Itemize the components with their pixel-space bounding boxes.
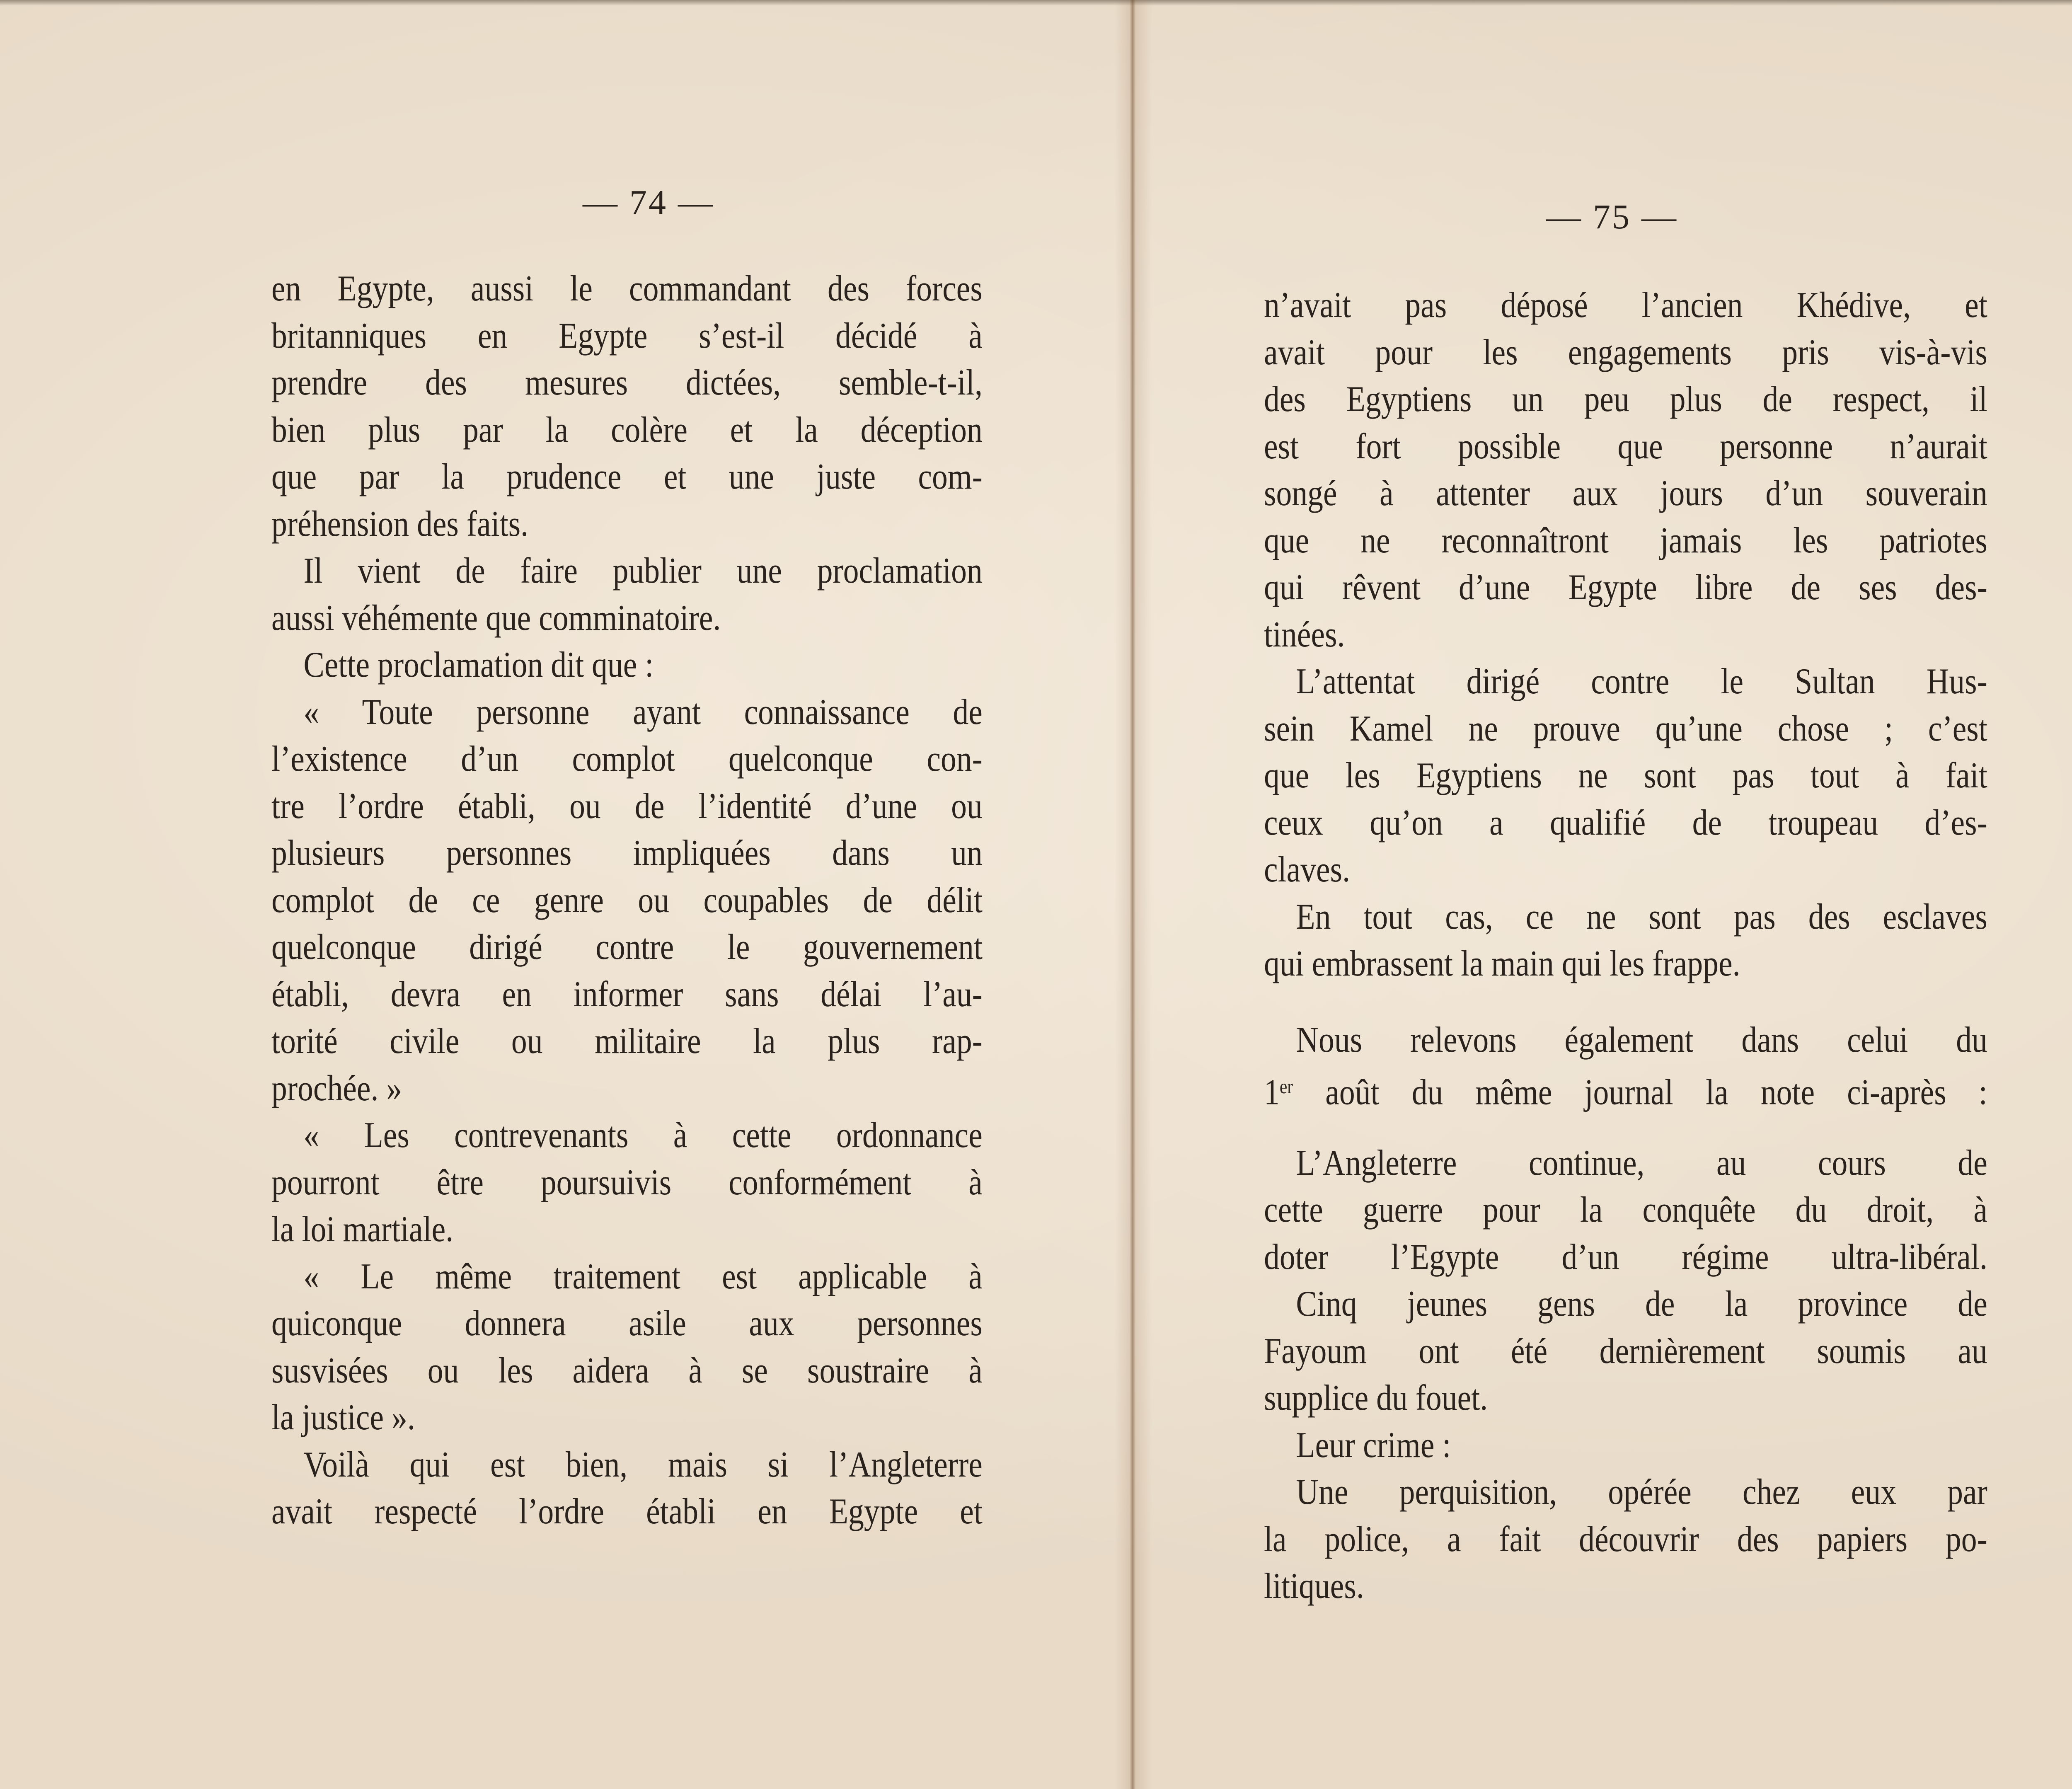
text-line: bien plus par la colère et la déception <box>271 409 983 450</box>
ordinal-suffix: er <box>1279 1076 1293 1098</box>
text-line: L’attentat dirigé contre le Sultan Hus- <box>1296 661 1987 702</box>
text-line: prendre des mesures dictées, semble-t-il, <box>271 363 983 403</box>
text-line: avait pour les engagements pris vis-à-vis <box>1264 332 1987 373</box>
text-line: En tout cas, ce ne sont pas des esclaves <box>1296 896 1987 937</box>
text-line: quelconque dirigé contre le gouvernement <box>271 927 983 967</box>
text-line: songé à attenter aux jours d’un souverain <box>1264 473 1987 513</box>
page-number-right: — 75 — <box>1546 198 1678 236</box>
text-line: des Egyptiens un peu plus de respect, il <box>1264 379 1987 419</box>
text-line: l’existence d’un complot quelconque con- <box>271 739 983 779</box>
text-line: tinées. <box>1264 614 1345 655</box>
text-line: en Egypte, aussi le commandant des forces <box>271 269 983 309</box>
text-line: L’Angleterre continue, au cours de <box>1296 1143 1987 1183</box>
text-line: Cinq jeunes gens de la province de <box>1296 1284 1987 1324</box>
text-line: Une perquisition, opérée chez eux par <box>1296 1472 1987 1512</box>
paragraph-gap <box>1264 988 1989 1017</box>
page-number-left: — 74 — <box>583 183 714 222</box>
text-line: britanniques en Egypte s’est-il décidé à <box>271 315 983 356</box>
text-line: que par la prudence et une juste com- <box>271 457 983 497</box>
text-line: aussi véhémente que comminatoire. <box>271 598 721 638</box>
text-line: préhension des faits. <box>271 504 529 544</box>
text-line: qui rêvent d’une Egypte libre de ses des- <box>1264 567 1987 608</box>
text-line: Fayoum ont été dernièrement soumis au <box>1264 1331 1987 1371</box>
right-page <box>1152 0 2072 1789</box>
book-gutter <box>1115 0 1152 1789</box>
ordinal-number: 1 <box>1264 1072 1280 1113</box>
text-line: susvisées ou les aidera à se soustraire à <box>271 1350 983 1391</box>
text-line: Nous relevons également dans celui du <box>1296 1019 1987 1060</box>
text-line: « Les contrevenants à cette ordonnance <box>303 1115 983 1155</box>
text-line: sein Kamel ne prouve qu’une chose ; c’est <box>1264 708 1987 749</box>
text-line: prochée. » <box>271 1068 402 1109</box>
text-line: la loi martiale. <box>271 1209 454 1249</box>
text-line: la police, a fait découvrir des papiers po- <box>1264 1519 1987 1559</box>
text-line: qui embrassent la main qui les frappe. <box>1264 944 1740 984</box>
text-line: Cette proclamation dit que : <box>303 645 654 685</box>
text-line: claves. <box>1264 850 1351 890</box>
text-line: la justice ». <box>271 1397 415 1438</box>
text-line <box>1264 1063 1987 1111</box>
text-line: « Le même traitement est applicable à <box>303 1256 983 1297</box>
text-line: est fort possible que personne n’aurait <box>1264 426 1987 467</box>
text-line: Leur crime : <box>1296 1425 1451 1465</box>
text-line: torité civile ou militaire la plus rap- <box>271 1021 983 1061</box>
text-line: que ne reconnaîtront jamais les patriotes <box>1264 520 1987 561</box>
text-line: quiconque donnera asile aux personnes <box>271 1303 983 1344</box>
left-page-body <box>271 265 984 1535</box>
text-line: pourront être poursuivis conformément à <box>271 1162 983 1203</box>
text-line: plusieurs personnes impliquées dans un <box>271 833 983 873</box>
right-page-body <box>1264 282 1989 1610</box>
text-line: que les Egyptiens ne sont pas tout à fait <box>1264 755 1987 796</box>
text-line: supplice du fouet. <box>1264 1378 1488 1418</box>
line-text: août du même journal la note ci-après : <box>1293 1072 1987 1113</box>
text-line: tre l’ordre établi, ou de l’identité d’une ou <box>271 786 983 826</box>
text-line: « Toute personne ayant connaissance de <box>303 692 983 732</box>
text-line: avait respecté l’ordre établi en Egypte et <box>271 1491 983 1532</box>
text-line: cette guerre pour la conquête du droit, à <box>1264 1190 1987 1230</box>
text-line: Voilà qui est bien, mais si l’Angleterre <box>303 1444 983 1485</box>
text-line: Il vient de faire publier une proclamation <box>303 551 983 591</box>
text-line: établi, devra en informer sans délai l’au- <box>271 974 983 1014</box>
text-line: complot de ce genre ou coupables de délit <box>271 880 983 920</box>
text-line: n’avait pas déposé l’ancien Khédive, et <box>1264 285 1987 325</box>
paragraph-gap <box>1264 1111 1989 1140</box>
text-line: ceux qu’on a qualifié de troupeau d’es- <box>1264 802 1987 843</box>
text-line: doter l’Egypte d’un régime ultra-libéral. <box>1264 1237 1987 1277</box>
text-line: litiques. <box>1264 1566 1364 1606</box>
